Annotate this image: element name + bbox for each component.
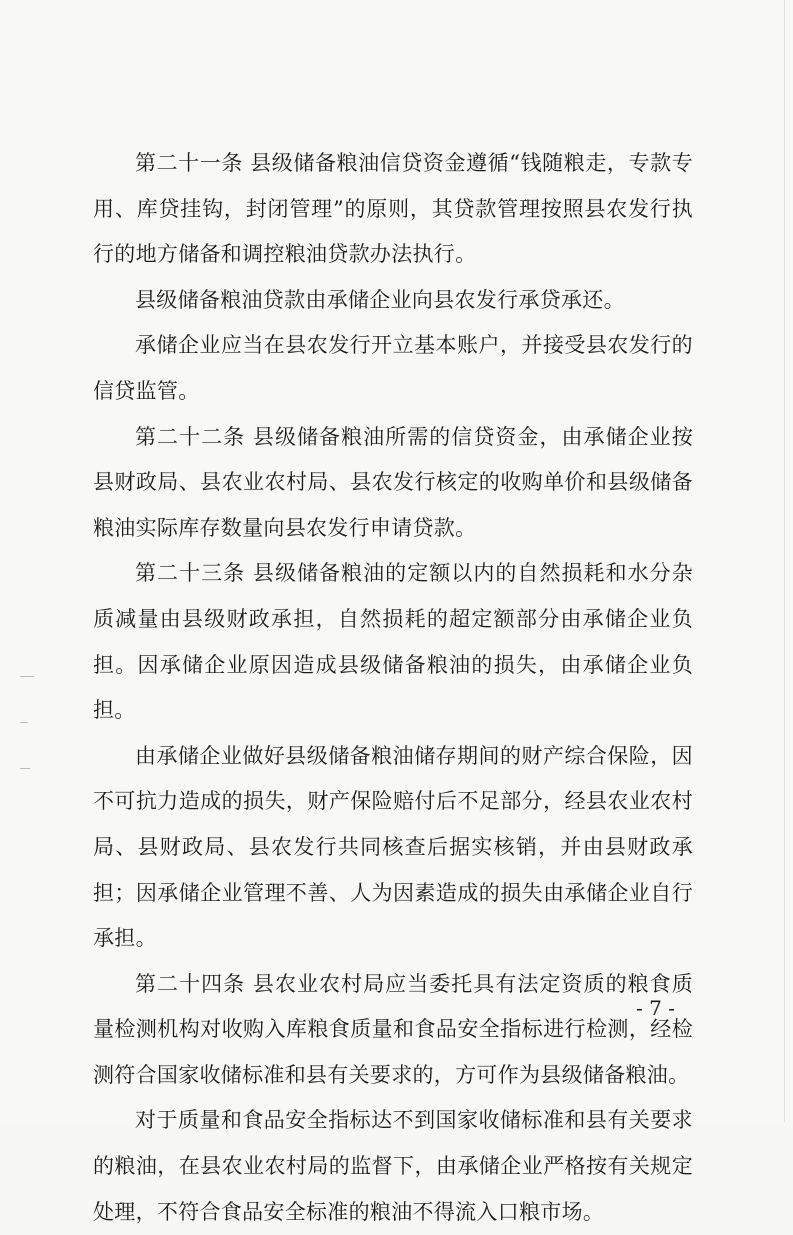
scan-mark <box>20 676 34 677</box>
paragraph-quality-handling: 对于质量和食品安全指标达不到国家收储标准和县有关要求的粮油，在县农业农村局的监督下，由承储企业严格按有关规定处理，不符合食品安全标准的粮油不得流入口粮市场。 <box>93 1108 693 1224</box>
page-number: - 7 - <box>636 996 675 1020</box>
paragraph-insurance: 由承储企业做好县级储备粮油储存期间的财产综合保险，因不可抗力造成的损失，财产保险赔付后不足部分，经县农业农村局、县财政局、县农发行共同核查后据实核销，并由县财政承担；因承储企业管理不善、人为因素造成的损失由承储企业自行承担。 <box>93 743 693 951</box>
scan-mark <box>20 722 28 723</box>
paragraph-article-24: 第二十四条 县农业农村局应当委托具有法定资质的粮食质量检测机构对收购入库粮食质量和食品安全指标进行检测，经检测符合国家收储标准和县有关要求的，方可作为县级储备粮油。 <box>93 971 693 1087</box>
paragraph-article-22: 第二十二条 县级储备粮油所需的信贷资金，由承储企业按县财政局、县农业农村局、县农发行核定的收购单价和县级储备粮油实际库存数量向县农发行申请贷款。 <box>93 424 693 540</box>
document-body <box>93 141 693 1235</box>
paragraph-article-21: 第二十一条 县级储备粮油信贷资金遵循“钱随粮走，专款专用、库贷挂钩，封闭管理”的原则，其贷款管理按照县农发行执行的地方储备和调控粮油贷款办法执行。 <box>93 151 693 267</box>
paragraph-article-23: 第二十三条 县级储备粮油的定额以内的自然损耗和水分杂质减量由县级财政承担，自然损耗的超定额部分由承储企业负担。因承储企业原因造成县级储备粮油的损失，由承储企业负担。 <box>93 561 693 723</box>
scan-edge <box>784 0 785 1122</box>
paragraph-loan-repayment: 县级储备粮油贷款由承储企业向县农发行承贷承还。 <box>135 287 625 312</box>
scan-mark <box>20 768 30 769</box>
paragraph-basic-account: 承储企业应当在县农发行开立基本账户，并接受县农发行的信贷监管。 <box>93 333 693 403</box>
